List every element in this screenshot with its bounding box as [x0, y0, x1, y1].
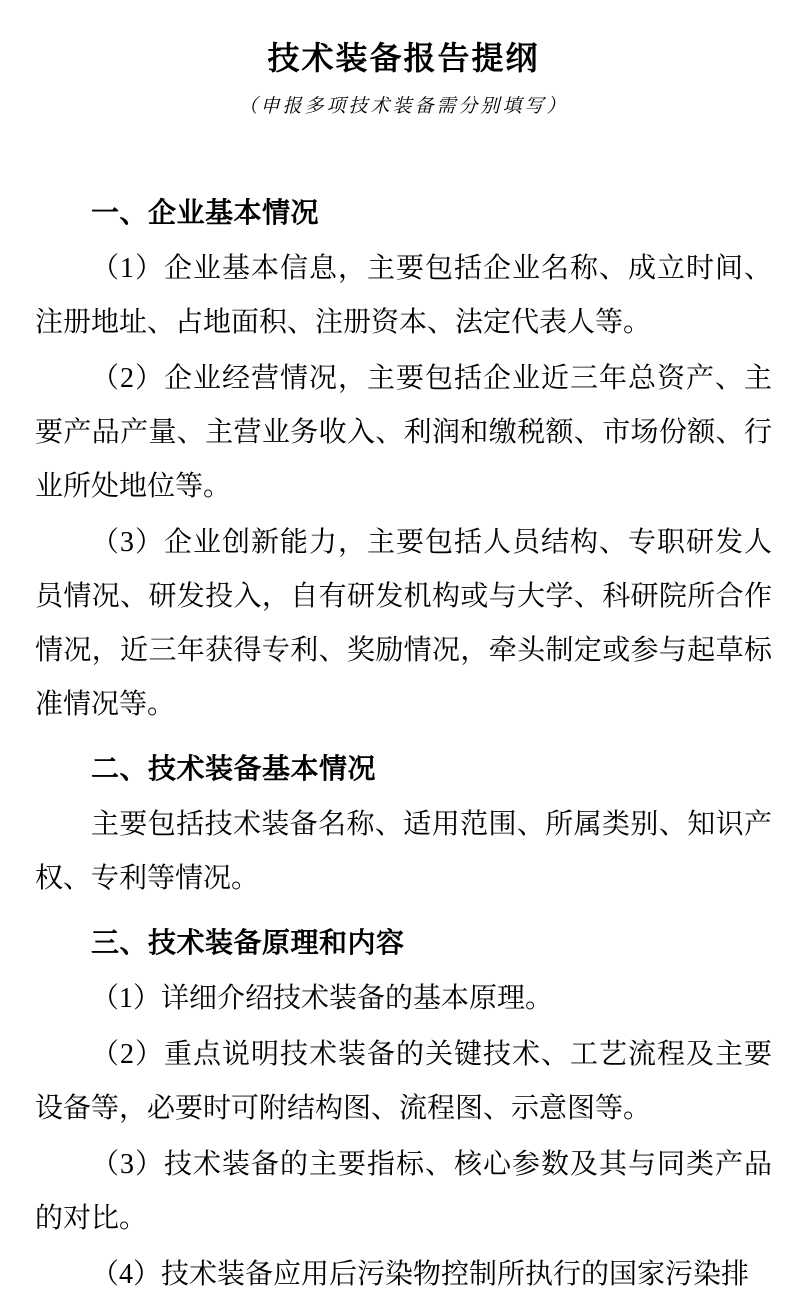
paragraph: （4）技术装备应用后污染物控制所执行的国家污染排 — [91, 1259, 750, 1290]
document-subtitle: （申报多项技术装备需分别填写） — [238, 96, 569, 117]
document-body — [35, 186, 772, 1302]
paragraph: （3）技术装备的主要指标、核心参数及其与同类产品的对比。 — [35, 1149, 772, 1234]
section-heading: 三、技术装备原理和内容 — [91, 927, 405, 958]
section-equipment-basic-info — [35, 742, 772, 906]
section-enterprise-basic-info — [35, 186, 772, 732]
section-heading: 二、技术装备基本情况 — [91, 753, 377, 784]
paragraph: 主要包括技术装备名称、适用范围、所属类别、知识产权、专利等情况。 — [35, 809, 772, 894]
document-title: 技术装备报告提纲 — [267, 40, 540, 76]
paragraph: （1）详细介绍技术装备的基本原理。 — [91, 983, 554, 1014]
paragraph: （2）企业经营情况，主要包括企业近三年总资产、主要产品产量、主营业务收入、利润和缴税额、市场份额、行业所处地位等。 — [35, 363, 772, 502]
paragraph: （1）企业基本信息，主要包括企业名称、成立时间、注册地址、占地面积、注册资本、法定代表人等。 — [35, 253, 772, 338]
paragraph: （2）重点说明技术装备的关键技术、工艺流程及主要设备等，必要时可附结构图、流程图、示意图等。 — [35, 1039, 772, 1124]
section-equipment-principle-content — [35, 916, 772, 1302]
paragraph: （3）企业创新能力，主要包括人员结构、专职研发人员情况、研发投入，自有研发机构或与大学、科研院所合作情况，近三年获得专利、奖励情况，牵头制定或参与起草标准情况等。 — [35, 527, 772, 720]
section-heading: 一、企业基本情况 — [91, 197, 320, 228]
